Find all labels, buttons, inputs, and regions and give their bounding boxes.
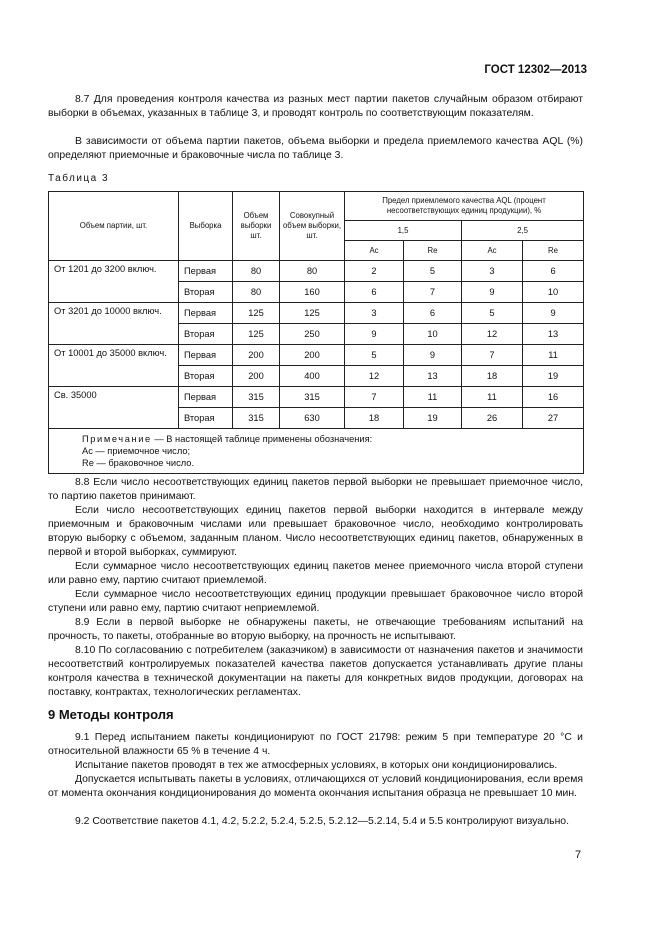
table-row (49, 303, 584, 324)
page-number: 7 (575, 849, 582, 861)
re2-cell: 10 (523, 282, 584, 303)
re2-cell: 9 (523, 303, 584, 324)
re1-cell: 7 (404, 282, 462, 303)
sample-cell: Вторая (179, 366, 233, 387)
ac2-cell: 18 (462, 366, 523, 387)
re1-cell: 13 (404, 366, 462, 387)
header-ac-1: Ac (345, 241, 404, 261)
re1-cell: 11 (404, 387, 462, 408)
note-line-2: Ac — приемочное число; (82, 446, 191, 456)
header-aql: Предел приемлемого качества AQL (процент несоответствующих единиц продукции), % (345, 192, 584, 221)
header-aql-2-5: 2,5 (462, 221, 584, 241)
header-aql-1-5: 1,5 (345, 221, 462, 241)
re2-cell: 6 (523, 261, 584, 282)
header-lot-size: Объем партии, шт. (49, 192, 179, 261)
paragraph-8-8: 8.8 Если число несоответствующих единиц пакетов первой выборки не превышает приемочное число, то партию пакетов принимают. (48, 477, 583, 502)
header-sample-size: Объем выборки шт. (233, 192, 280, 261)
ac2-cell: 5 (462, 303, 523, 324)
ac2-cell: 12 (462, 324, 523, 345)
re2-cell: 27 (523, 408, 584, 429)
paragraph-8-8-c: Если суммарное число несоответствующих единиц пакетов менее приемочного числа второй ступени или равно ему, партию считают приемлемой. (48, 561, 583, 586)
lot-size-cell: Св. 35000 (49, 387, 179, 429)
size-cell: 200 (233, 345, 280, 366)
size-cell: 200 (233, 366, 280, 387)
paragraph-9-1-c: Допускается испытывать пакеты в условиях, отличающихся от условий кондиционирования, если время от момента окончания кондиционирования до момента окончания испытания образца не превышает 10 мин. (48, 774, 583, 799)
ac2-cell: 9 (462, 282, 523, 303)
paragraph-8-7-b: В зависимости от объема партии пакетов, объема выборки и предела приемлемого качества AQL (%) определяют приемочные и браковочные числа по таблице 3. (48, 136, 583, 161)
header-re-2: Re (523, 241, 584, 261)
cum-cell: 200 (280, 345, 345, 366)
cum-cell: 250 (280, 324, 345, 345)
re2-cell: 13 (523, 324, 584, 345)
cum-cell: 125 (280, 303, 345, 324)
table-row (49, 261, 584, 282)
note-line-1: — В настоящей таблице применены обозначения: (151, 434, 373, 444)
ac1-cell: 5 (345, 345, 404, 366)
ac1-cell: 2 (345, 261, 404, 282)
re2-cell: 16 (523, 387, 584, 408)
re1-cell: 19 (404, 408, 462, 429)
table-note (49, 429, 584, 474)
header-cumulative: Совокупный объем выборки, шт. (280, 192, 345, 261)
size-cell: 125 (233, 324, 280, 345)
sample-cell: Вторая (179, 282, 233, 303)
table-3 (48, 191, 584, 474)
paragraph-8-7: 8.7 Для проведения контроля качества из разных мест партии пакетов случайным образом отбирают выборки в объемах, указанных в таблице 3, и проводят контроль по соответствующим показателям. (48, 94, 583, 119)
re1-cell: 9 (404, 345, 462, 366)
cum-cell: 630 (280, 408, 345, 429)
size-cell: 80 (233, 282, 280, 303)
header-ac-2: Ac (462, 241, 523, 261)
ac1-cell: 3 (345, 303, 404, 324)
re1-cell: 10 (404, 324, 462, 345)
note-label: Примечание (82, 434, 152, 444)
size-cell: 315 (233, 387, 280, 408)
sample-cell: Первая (179, 345, 233, 366)
size-cell: 315 (233, 408, 280, 429)
paragraph-9-2: 9.2 Соответствие пакетов 4.1, 4.2, 5.2.2, 5.2.4, 5.2.5, 5.2.12—5.2.14, 5.4 и 5.5 контролируют визуально. (75, 816, 569, 827)
table-caption: Таблица 3 (48, 173, 110, 184)
cum-cell: 80 (280, 261, 345, 282)
ac1-cell: 6 (345, 282, 404, 303)
cum-cell: 160 (280, 282, 345, 303)
paragraph-8-8-d: Если суммарное число несоответствующих единиц продукции превышает браковочное число второй ступени или равно ему, партию считают неприемлемой. (48, 589, 583, 614)
lot-size-cell: От 10001 до 35000 включ. (49, 345, 179, 387)
table-row (49, 345, 584, 366)
header-sample: Выборка (179, 192, 233, 261)
cum-cell: 400 (280, 366, 345, 387)
standard-designation: ГОСТ 12302—2013 (484, 64, 587, 76)
section-9-title: 9 Методы контроля (48, 707, 174, 722)
lot-size-cell: От 3201 до 10000 включ. (49, 303, 179, 345)
ac2-cell: 7 (462, 345, 523, 366)
cum-cell: 315 (280, 387, 345, 408)
lot-size-cell: От 1201 до 3200 включ. (49, 261, 179, 303)
paragraph-8-10: 8.10 По согласованию с потребителем (заказчиком) в зависимости от назначения пакетов и значимости несоответствий контролируемых показателей качества пакетов допускается устанавливать другие планы контроля качества в технической документации на пакеты для конкретных видов продукции, договорах на поставку, контрактах, технологических регламентах. (48, 645, 583, 698)
re1-cell: 5 (404, 261, 462, 282)
ac1-cell: 18 (345, 408, 404, 429)
ac2-cell: 26 (462, 408, 523, 429)
note-line-3: Re — браковочное число. (82, 458, 195, 468)
header-re-1: Re (404, 241, 462, 261)
ac1-cell: 7 (345, 387, 404, 408)
ac1-cell: 12 (345, 366, 404, 387)
ac1-cell: 9 (345, 324, 404, 345)
sample-cell: Первая (179, 387, 233, 408)
paragraph-8-8-b: Если число несоответствующих единиц пакетов первой выборки находится в интервале между приемочным и браковочным числами или превышает браковочное число, необходимо контролировать вторую выборку с объемом, заданным планом. Число несоответствующих единиц пакетов, обнаруженных в первой и второй выборках, суммируют. (48, 505, 583, 558)
re2-cell: 11 (523, 345, 584, 366)
size-cell: 125 (233, 303, 280, 324)
sample-cell: Первая (179, 261, 233, 282)
paragraph-9-1-b: Испытание пакетов проводят в тех же атмосферных условиях, в которых они кондиционировались. (75, 760, 558, 771)
sample-cell: Вторая (179, 408, 233, 429)
sample-cell: Вторая (179, 324, 233, 345)
ac2-cell: 3 (462, 261, 523, 282)
re1-cell: 6 (404, 303, 462, 324)
sample-cell: Первая (179, 303, 233, 324)
size-cell: 80 (233, 261, 280, 282)
ac2-cell: 11 (462, 387, 523, 408)
re2-cell: 19 (523, 366, 584, 387)
paragraph-8-9: 8.9 Если в первой выборке не обнаружены пакеты, не отвечающие требованиям испытаний на прочность, то пакеты, отобранные во вторую выборку, на прочность не испытывают. (48, 617, 583, 642)
paragraph-9-1: 9.1 Перед испытанием пакеты кондиционируют по ГОСТ 21798: режим 5 при температуре 20 °С и относительной влажности 65 % в течение 4 ч. (48, 732, 583, 757)
table-row (49, 387, 584, 408)
